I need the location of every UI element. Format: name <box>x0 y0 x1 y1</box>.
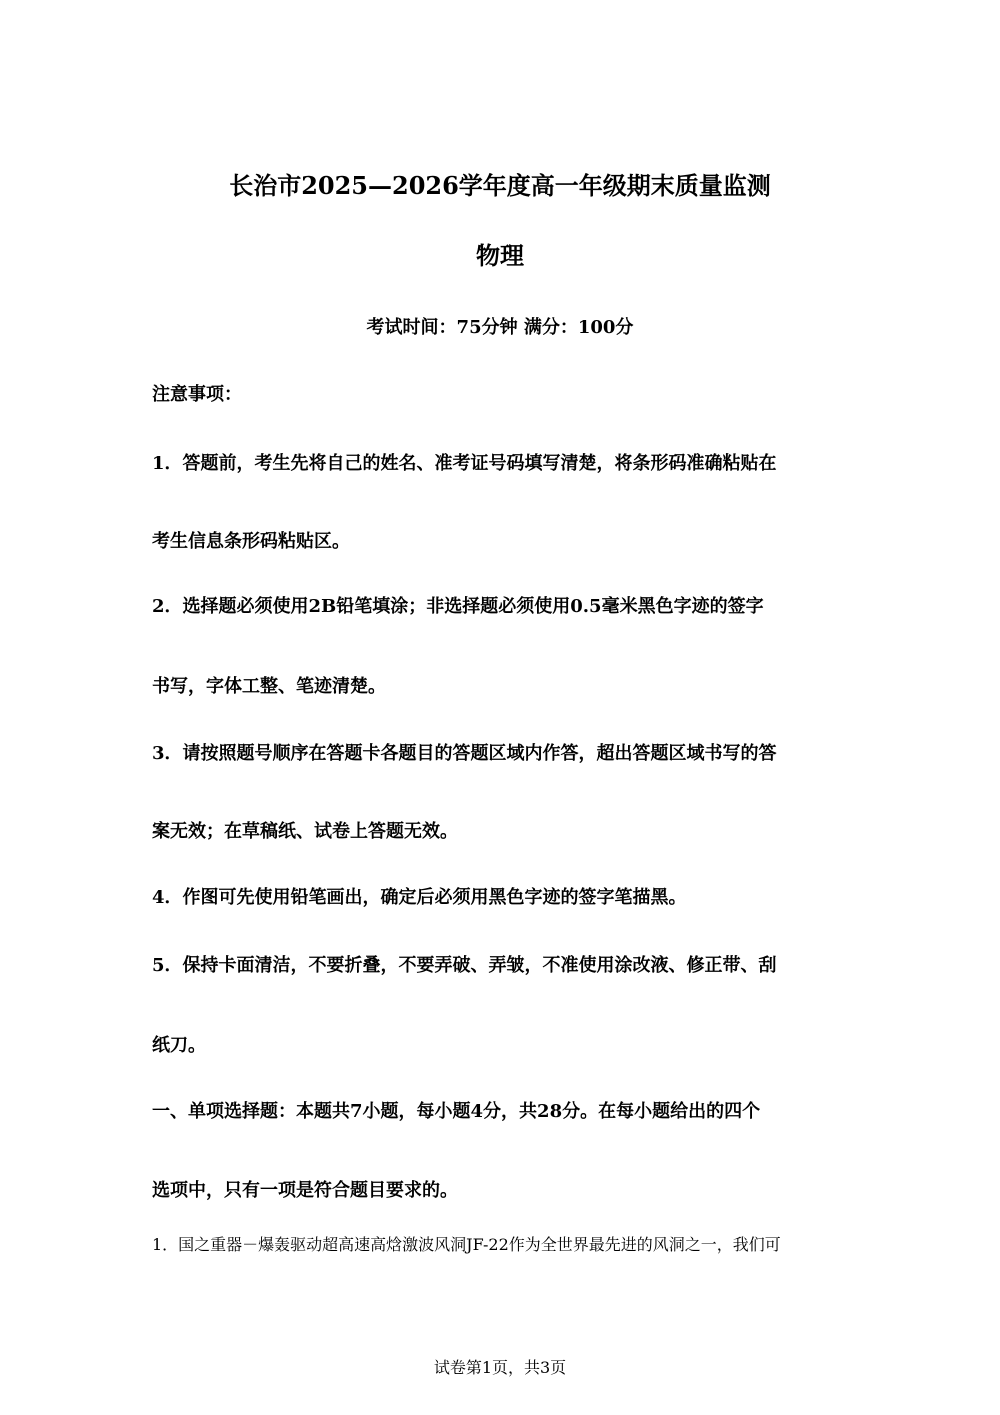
note-line: 案无效；在草稿纸、试卷上答题无效。 <box>152 821 458 842</box>
page-title: 长治市2025—2026学年度高一年级期末质量监测 <box>229 171 771 200</box>
section-heading-cont: 选项中，只有一项是符合题目要求的。 <box>152 1180 458 1201</box>
note-line: 2．选择题必须使用2B铅笔填涂；非选择题必须使用0.5毫米黑色字迹的签字 <box>152 596 764 617</box>
notes-heading: 注意事项： <box>152 384 242 405</box>
note-line: 考生信息条形码粘贴区。 <box>152 531 350 552</box>
note-line: 纸刀。 <box>152 1035 206 1056</box>
note-line: 书写，字体工整、笔迹清楚。 <box>152 676 386 697</box>
subject-title: 物理 <box>476 241 524 270</box>
note-line: 1．答题前，考生先将自己的姓名、准考证号码填写清楚，将条形码准确粘贴在 <box>152 453 777 474</box>
note-line: 3．请按照题号顺序在答题卡各题目的答题区域内作答，超出答题区域书写的答 <box>152 743 777 764</box>
question-1-text: 1．国之重器－爆轰驱动超高速高焓激波风洞JF-22作为全世界最先进的风洞之一，我们可 <box>152 1235 781 1254</box>
page-footer: 试卷第1页，共3页 <box>433 1358 567 1377</box>
note-line: 4．作图可先使用铅笔画出，确定后必须用黑色字迹的签字笔描黑。 <box>152 887 687 908</box>
exam-info: 考试时间：75分钟 满分：100分 <box>366 317 634 338</box>
section-heading: 一、单项选择题：本题共7小题，每小题4分，共28分。在每小题给出的四个 <box>152 1101 761 1122</box>
note-line: 5．保持卡面清洁，不要折叠，不要弄破、弄皱，不准使用涂改液、修正带、刮 <box>152 955 777 976</box>
